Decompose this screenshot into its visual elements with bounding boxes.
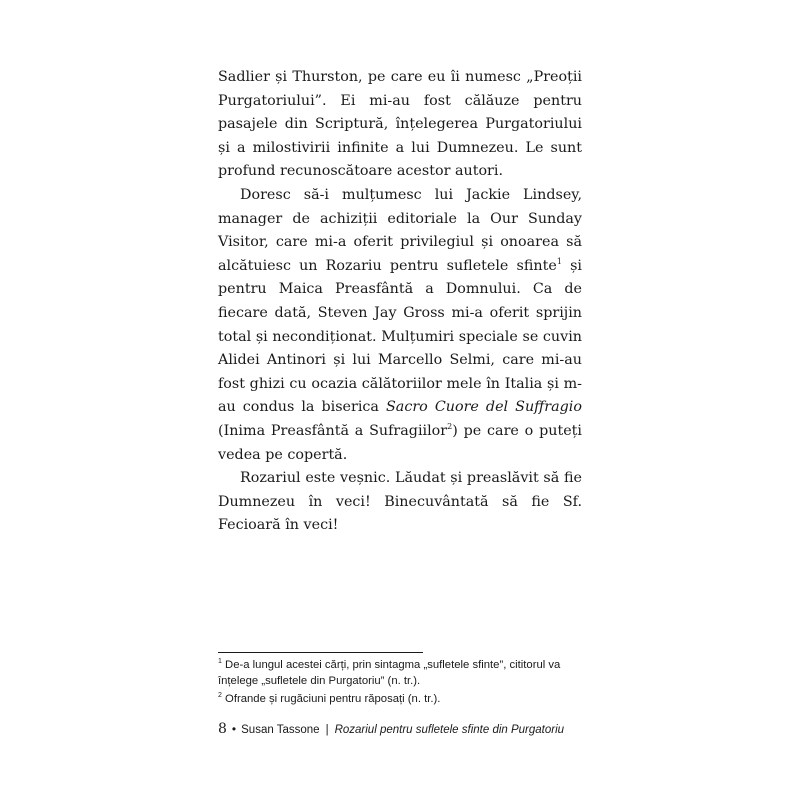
page-number: 8 [218, 721, 227, 737]
paragraph-2-part-b: și pentru Maica Preasfântă a Domnului. Ca de fiecare dată, Steven Jay Gross mi-a oferit sprijin total și necondiționat. Mulțumiri speciale se cuvin Alidei Antinori și lui Marcello Selmi, care mi-au fost ghizi cu ocazia călătoriilor mele în Italia și m-au condus la biserica [218, 257, 582, 416]
paragraph-2 [218, 184, 582, 467]
paragraph-2-part-a: Doresc să-i mulțumesc lui Jackie Lindsey, manager de achiziții editoriale la Our Sunday Visitor, care mi-a oferit privilegiul și onoarea să alcătuiesc un Rozariu pentru sufletele sfinte [218, 186, 582, 274]
footnote-text: De-a lungul acestei cărți, prin sintagma „sufletele sfinte”, cititorul va înțelege „sufletele din Purgatoriu” (n. tr.). [218, 659, 561, 687]
footer-author: Susan Tassone [241, 724, 320, 736]
footnote-number: 1 [218, 658, 222, 666]
paragraph-2-part-d: ) pe care o puteți vedea pe copertă. [218, 422, 582, 463]
paragraph-1: Sadlier și Thurston, pe care eu îi numesc „Preoții Purgatoriului”. Ei mi-au fost călăuze pentru pasajele din Scriptură, înțelegerea Purgatoriului și a milostivirii infinite a lui Dumnezeu. Le sunt profund recunoscătoare acestor autori. [218, 69, 582, 180]
pipe-separator: | [325, 724, 329, 736]
footnote-1 [218, 657, 582, 689]
footnote-ref-1: 1 [556, 256, 562, 266]
footnote-text: Ofrande și rugăciuni pentru răposați (n. tr.). [221, 693, 441, 705]
footnote-number: 2 [218, 692, 222, 700]
footnote-ref-2: 2 [447, 422, 453, 432]
body-text [218, 66, 582, 538]
footnote-2 [218, 691, 582, 707]
running-footer [218, 721, 598, 737]
paragraph-2-part-c: (Inima Preasfântă a Sufragiilor [218, 422, 448, 439]
church-name: Sacro Cuore del Suffragio [386, 399, 582, 416]
bullet-separator: • [231, 722, 237, 736]
footer-book-title: Rozariul pentru sufletele sfinte din Purgatoriu [334, 724, 565, 736]
footnote-divider [218, 652, 423, 653]
footnotes [218, 657, 582, 707]
paragraph-3: Rozariul este veșnic. Lăudat și preaslăvit să fie Dumnezeu în veci! Binecuvântată să fie Sf. Fecioară în veci! [218, 470, 582, 534]
